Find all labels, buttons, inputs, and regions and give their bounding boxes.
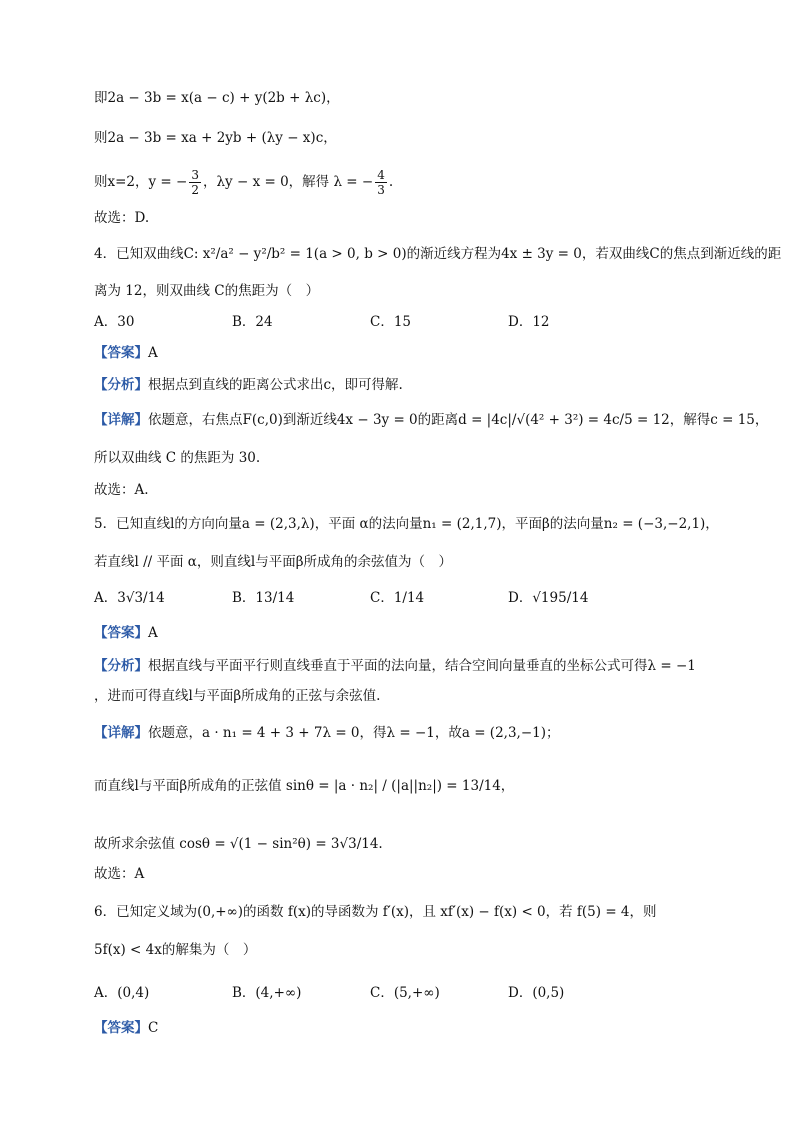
q4-option-b: B．24 bbox=[232, 314, 273, 330]
answer-value: A bbox=[148, 625, 158, 641]
q5-option-c: C．1/14 bbox=[370, 590, 425, 606]
question-6-stem-2: 5f(x) < 4x的解集为（ ） bbox=[94, 942, 257, 958]
q4-option-a: A．30 bbox=[94, 314, 135, 330]
question-6-stem: 6．已知定义域为(0,+∞)的函数 f(x)的导函数为 f′(x)，且 xf′(x) − f(x) < 0，若 f(5) = 4，则 bbox=[94, 904, 657, 920]
q4-detail-2: 所以双曲线 C 的焦距为 30. bbox=[94, 450, 261, 466]
q5-option-a: A．3√3/14 bbox=[94, 590, 165, 606]
q5-option-d: D．√195/14 bbox=[508, 590, 589, 606]
frac-den: 2 bbox=[191, 183, 199, 197]
line-vector-eq-2: 则2a − 3b = xa + 2yb + (λy − x)c， bbox=[94, 130, 337, 146]
q4-select: 故选：A. bbox=[94, 482, 149, 498]
analysis-text: 根据点到直线的距离公式求出c，即可得解. bbox=[148, 377, 403, 393]
q4-detail bbox=[94, 410, 768, 430]
q6-option-d: D．(0,5) bbox=[508, 985, 565, 1001]
q5-analysis bbox=[94, 656, 696, 676]
line-vector-eq-1: 即2a − 3b = x(a − c) + y(2b + λc)， bbox=[94, 90, 340, 106]
q6-option-a: A．(0,4) bbox=[94, 985, 150, 1001]
q5-detail-3: 故所求余弦值 cosθ = √(1 − sin²θ) = 3√3/14. bbox=[94, 836, 383, 852]
frac-num: 3 bbox=[191, 168, 199, 182]
question-4-stem-2: 离为 12，则双曲线 C的焦距为（ ） bbox=[94, 283, 320, 299]
frac-num: 4 bbox=[377, 168, 385, 182]
q5-answer bbox=[94, 623, 158, 643]
q4-answer bbox=[94, 343, 158, 363]
analysis-tag: 【分析】 bbox=[94, 377, 148, 393]
line-select-d: 故选：D. bbox=[94, 210, 150, 226]
question-4-stem: 4．已知双曲线C: x²/a² − y²/b² = 1(a > 0, b > 0)的渐近线方程为4x ± 3y = 0，若双曲线C的焦点到渐近线的距 bbox=[94, 246, 782, 262]
line-solve-lambda: 则x=2，y = − $\frac{3}{2}$ ，λy − x = 0，解得 λ = − $\frac{4}{3}$ . bbox=[94, 168, 394, 197]
frac-den: 3 bbox=[377, 183, 385, 197]
q6-option-c: C．(5,+∞) bbox=[370, 985, 440, 1001]
fraction-four-thirds bbox=[375, 168, 387, 197]
detail-tag: 【详解】 bbox=[94, 725, 148, 741]
q6-answer bbox=[94, 1018, 158, 1038]
question-5-stem: 5．已知直线l的方向向量a = (2,3,λ)，平面 α的法向量n₁ = (2,1,7)，平面β的法向量n₂ = (−3,−2,1)， bbox=[94, 516, 719, 532]
solve-text-1: 则x=2，y = − bbox=[94, 174, 188, 190]
analysis-text: 根据直线与平面平行则直线垂直于平面的法向量，结合空间向量垂直的坐标公式可得λ = −1 bbox=[148, 658, 696, 674]
answer-value: C bbox=[148, 1020, 159, 1036]
detail-tag: 【详解】 bbox=[94, 412, 148, 428]
q4-option-d: D．12 bbox=[508, 314, 550, 330]
fraction-three-halves bbox=[189, 168, 201, 197]
detail-text: 依题意，a · n₁ = 4 + 3 + 7λ = 0，得λ = −1，故a = (2,3,−1)； bbox=[148, 725, 560, 741]
detail-text: 依题意，右焦点F(c,0)到渐近线4x − 3y = 0的距离d = |4c|/√(4² + 3²) = 4c/5 = 12，解得c = 15， bbox=[148, 412, 769, 428]
q5-detail bbox=[94, 723, 560, 743]
q5-detail-2: 而直线l与平面β所成角的正弦值 sinθ = |a · n₂| / (|a||n₂|) = 13/14， bbox=[94, 778, 515, 794]
q4-analysis bbox=[94, 375, 403, 395]
q5-select: 故选：A bbox=[94, 866, 145, 882]
q5-analysis-2: ，进而可得直线l与平面β所成角的正弦与余弦值. bbox=[94, 688, 381, 704]
analysis-tag: 【分析】 bbox=[94, 658, 148, 674]
answer-tag: 【答案】 bbox=[94, 1020, 148, 1036]
q4-option-c: C．15 bbox=[370, 314, 412, 330]
question-5-stem-2: 若直线l // 平面 α，则直线l与平面β所成角的余弦值为（ ） bbox=[94, 554, 453, 570]
answer-tag: 【答案】 bbox=[94, 625, 148, 641]
q5-option-b: B．13/14 bbox=[232, 590, 295, 606]
answer-value: A bbox=[148, 345, 158, 361]
q6-option-b: B．(4,+∞) bbox=[232, 985, 302, 1001]
answer-tag: 【答案】 bbox=[94, 345, 148, 361]
solve-text-2: ，λy − x = 0，解得 λ = − bbox=[203, 174, 374, 190]
